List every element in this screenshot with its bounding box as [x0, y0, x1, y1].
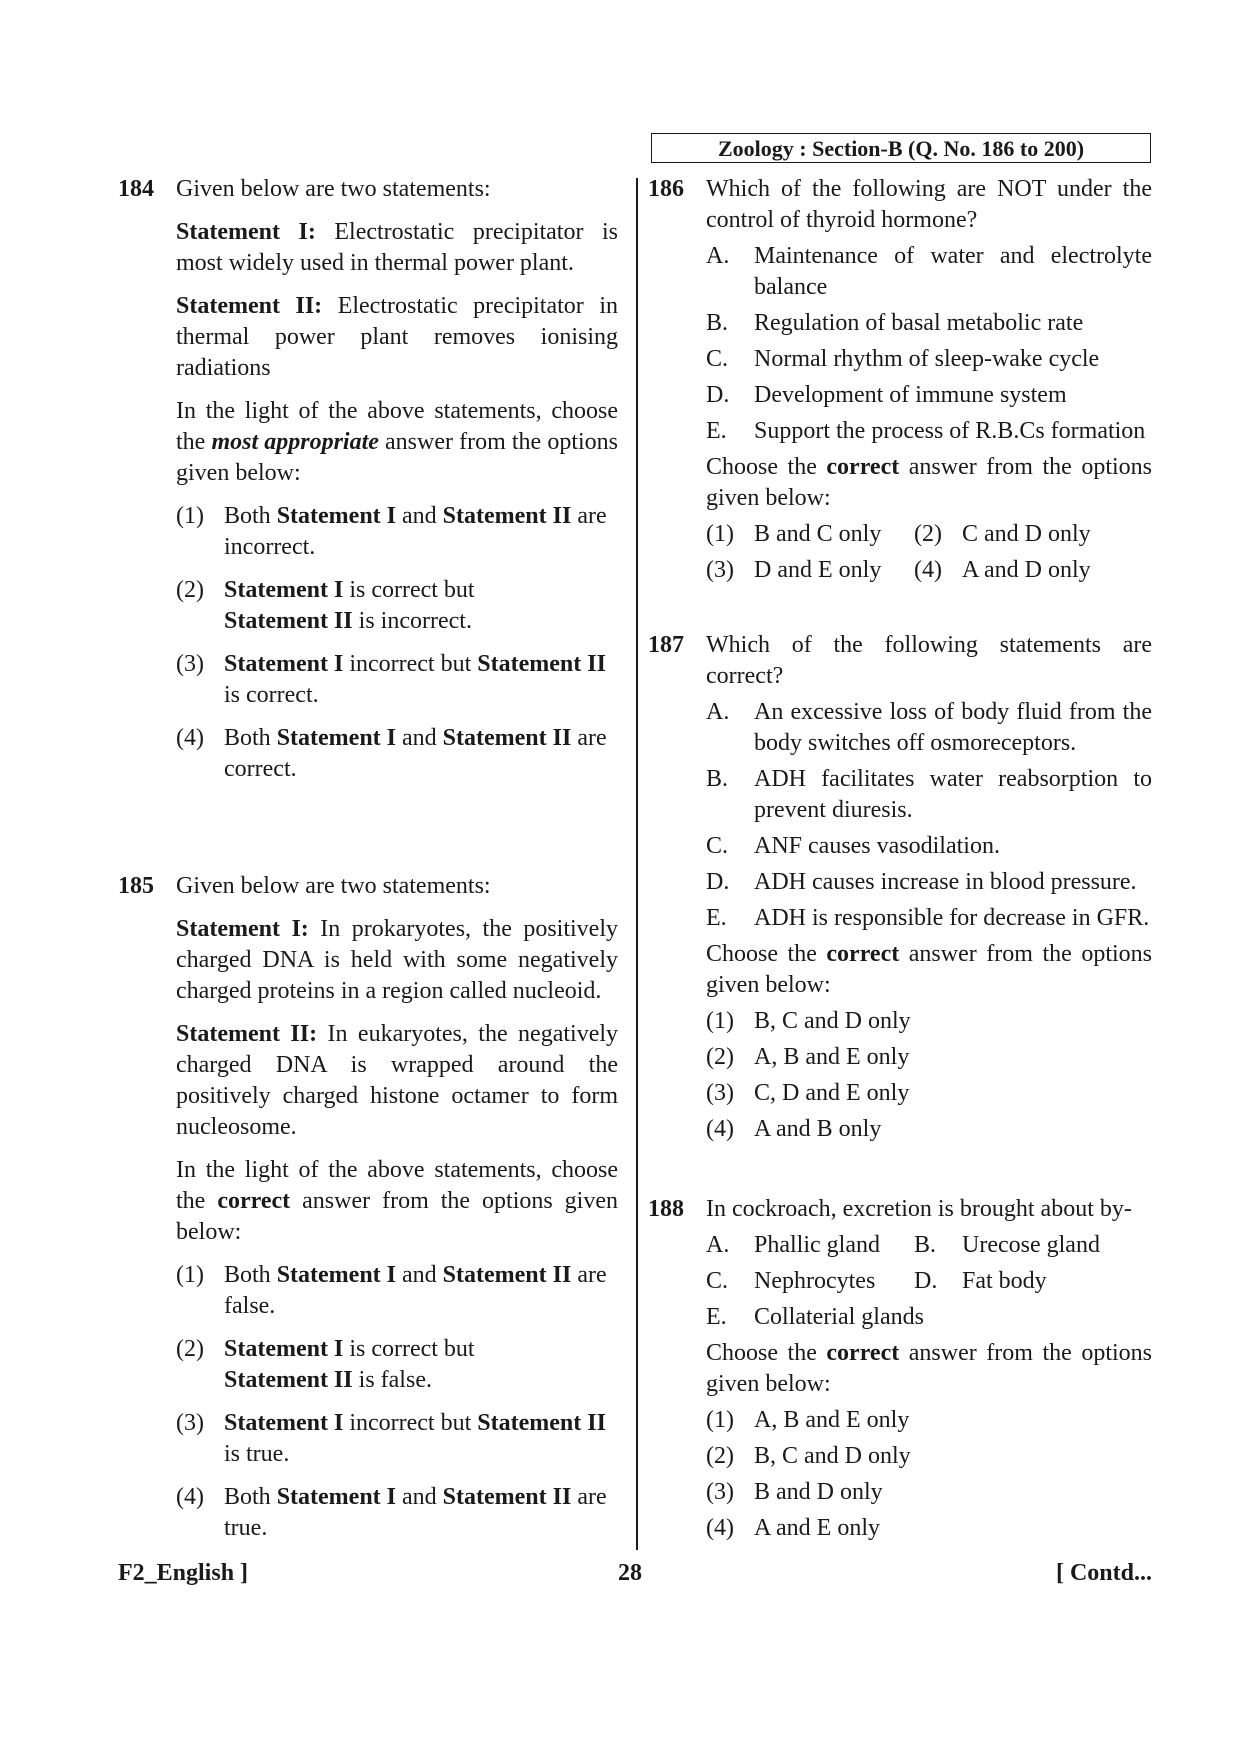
- option-3[interactable]: [176, 1408, 618, 1470]
- statement-item-b: [706, 308, 1152, 339]
- page-number: 28: [618, 1560, 642, 1586]
- option-number: (4): [706, 1116, 734, 1142]
- item-label: B.: [706, 766, 729, 792]
- footer-continued: [ Contd...: [1055, 1560, 1152, 1586]
- statement-pair-row: [706, 1266, 1152, 1297]
- option-4-text[interactable]: A and D only: [962, 557, 1091, 583]
- statement-item-c: [706, 831, 1152, 862]
- option-number: (1): [706, 1407, 734, 1433]
- option-number: (2): [706, 1443, 734, 1469]
- item-label: E.: [706, 418, 727, 444]
- option-3-number[interactable]: (3): [706, 557, 734, 583]
- question-stem: In cockroach, excretion is brought about by-: [706, 1196, 1132, 1222]
- item-text: ADH facilitates water reabsorption to prevent diuresis.: [754, 766, 1152, 823]
- statement-text: Electrostatic precipitator is most widely used in thermal power plant.: [176, 219, 618, 276]
- item-text: ADH is responsible for decrease in GFR.: [754, 905, 1150, 931]
- option-1-text[interactable]: B and C only: [754, 521, 882, 547]
- item-text: Collaterial glands: [754, 1304, 924, 1330]
- question-body: [176, 174, 618, 785]
- right-column: [648, 174, 1152, 1549]
- option-text: Statement I is correct but Statement II is false.: [224, 1336, 475, 1393]
- option-1[interactable]: [176, 501, 618, 563]
- options-list: [706, 519, 1152, 586]
- option-2[interactable]: [706, 1042, 1152, 1073]
- option-2[interactable]: [706, 1441, 1152, 1472]
- left-column: [118, 174, 618, 1544]
- option-text: B and D only: [754, 1479, 883, 1505]
- item-label: C.: [706, 346, 729, 372]
- statement-item-d: [706, 867, 1152, 898]
- option-text: Statement I incorrect but Statement II is correct.: [224, 651, 606, 708]
- question-number: 186: [648, 176, 684, 202]
- option-2[interactable]: [176, 1334, 618, 1396]
- item-text: Maintenance of water and electrolyte balance: [754, 243, 1152, 300]
- item-text: Support the process of R.B.Cs formation: [754, 418, 1146, 444]
- item-text: Nephrocytes: [754, 1268, 876, 1294]
- option-number: (4): [176, 1484, 204, 1510]
- question-spacer: [118, 785, 618, 871]
- item-label: B.: [706, 310, 729, 336]
- question-body: [706, 630, 1152, 1150]
- item-label: C.: [706, 1268, 729, 1294]
- option-3[interactable]: [706, 1078, 1152, 1109]
- question-intro: Given below are two statements:: [176, 176, 491, 202]
- item-label: C.: [706, 833, 729, 859]
- statement-label: Statement I:: [176, 219, 316, 245]
- option-text: Both Statement I and Statement II are false.: [224, 1262, 607, 1319]
- item-text: ADH causes increase in blood pressure.: [754, 869, 1137, 895]
- statement-item-a: [706, 697, 1152, 759]
- statement-pair-row: [706, 1230, 1152, 1261]
- instruction-text: answer from the options given below:: [706, 941, 1152, 998]
- instruction-emphasis: most appropriate: [211, 429, 379, 455]
- option-2[interactable]: [176, 575, 618, 637]
- item-label: D.: [706, 869, 730, 895]
- statement-label: Statement I:: [176, 916, 309, 942]
- option-text: A and E only: [754, 1515, 880, 1541]
- option-text: A, B and E only: [754, 1407, 910, 1433]
- instruction: [706, 1338, 1152, 1400]
- options-list: [706, 1405, 1152, 1544]
- option-text: Statement I incorrect but Statement II is true.: [224, 1410, 606, 1467]
- option-number: (3): [706, 1080, 734, 1106]
- statement-item-b: [706, 764, 1152, 826]
- question-number: 185: [118, 873, 154, 899]
- statement-item-e: [706, 1302, 1152, 1333]
- statement-list: [706, 697, 1152, 934]
- options-list: [176, 1260, 618, 1544]
- instruction: [176, 1155, 618, 1248]
- option-4-number[interactable]: (4): [914, 557, 942, 583]
- option-number: (1): [176, 1262, 204, 1288]
- statement-list: [706, 1230, 1152, 1333]
- option-1[interactable]: [706, 1405, 1152, 1436]
- question-185: [118, 871, 618, 1544]
- instruction-emphasis: correct: [826, 941, 900, 967]
- instruction: [176, 396, 618, 489]
- item-text: Phallic gland: [754, 1232, 880, 1258]
- statement-list: [706, 241, 1152, 447]
- option-number: (2): [176, 577, 204, 603]
- option-text: Both Statement I and Statement II are incorrect.: [224, 503, 607, 560]
- statement-2: [176, 291, 618, 384]
- instruction-text: answer from the options given below:: [176, 429, 618, 486]
- item-text: Development of immune system: [754, 382, 1067, 408]
- option-number: (1): [176, 503, 204, 529]
- instruction-text: answer from the options given below:: [176, 1188, 618, 1245]
- item-label: D.: [914, 1268, 938, 1294]
- option-3[interactable]: [176, 649, 618, 711]
- item-label: E.: [706, 1304, 727, 1330]
- question-number: 188: [648, 1196, 684, 1222]
- question-184: [118, 174, 618, 785]
- item-label: B.: [914, 1232, 937, 1258]
- section-header: Zoology : Section-B (Q. No. 186 to 200): [651, 133, 1151, 163]
- option-number: (3): [176, 1410, 204, 1436]
- column-divider: [636, 178, 638, 1550]
- option-4[interactable]: [706, 1114, 1152, 1145]
- instruction-text: Choose the: [706, 1340, 827, 1366]
- instruction-text: Choose the: [706, 454, 827, 480]
- option-2-text[interactable]: C and D only: [962, 521, 1091, 547]
- item-text: Regulation of basal metabolic rate: [754, 310, 1084, 336]
- instruction-text: answer from the options given below:: [706, 1340, 1152, 1397]
- question-spacer: [648, 586, 1152, 630]
- item-label: D.: [706, 382, 730, 408]
- option-1[interactable]: [706, 1006, 1152, 1037]
- item-text: An excessive loss of body fluid from the body switches off osmoreceptors.: [754, 699, 1152, 756]
- question-number: 184: [118, 176, 154, 202]
- item-label: A.: [706, 243, 730, 269]
- question-body: [706, 174, 1152, 586]
- option-1-number[interactable]: (1): [706, 521, 734, 547]
- option-3-text[interactable]: D and E only: [754, 557, 882, 583]
- option-number: (4): [706, 1515, 734, 1541]
- question-186: [648, 174, 1152, 586]
- options-list: [706, 1006, 1152, 1145]
- question-intro: Given below are two statements:: [176, 873, 491, 899]
- option-number: (2): [176, 1336, 204, 1362]
- question-body: [706, 1194, 1152, 1549]
- statement-item-e: [706, 903, 1152, 934]
- option-number: (1): [706, 1008, 734, 1034]
- statement-1: [176, 217, 618, 279]
- option-text: Statement I is correct but Statement II is incorrect.: [224, 577, 475, 634]
- item-label: E.: [706, 905, 727, 931]
- option-row: [706, 555, 1152, 586]
- item-label: A.: [706, 699, 730, 725]
- instruction: [706, 939, 1152, 1001]
- statement-item-d: [706, 380, 1152, 411]
- item-text: Fat body: [962, 1268, 1047, 1294]
- option-1[interactable]: [176, 1260, 618, 1322]
- option-text: A and B only: [754, 1116, 882, 1142]
- question-stem: Which of the following are NOT under the control of thyroid hormone?: [706, 176, 1152, 233]
- option-number: (4): [176, 725, 204, 751]
- item-text: Urecose gland: [962, 1232, 1100, 1258]
- question-187: [648, 630, 1152, 1150]
- option-text: B, C and D only: [754, 1008, 911, 1034]
- instruction-text: In the light of the above statements, choose the: [176, 1157, 618, 1214]
- option-2-number[interactable]: (2): [914, 521, 942, 547]
- option-text: A, B and E only: [754, 1044, 910, 1070]
- option-number: (3): [176, 651, 204, 677]
- instruction-text: answer from the options given below:: [706, 454, 1152, 511]
- option-text: Both Statement I and Statement II are correct.: [224, 725, 607, 782]
- statement-1: [176, 914, 618, 1007]
- question-number: 187: [648, 632, 684, 658]
- statement-text: In prokaryotes, the positively charged DNA is held with some negatively charged proteins in a region called nucleoid.: [176, 916, 618, 1004]
- question-spacer: [648, 1150, 1152, 1194]
- option-3[interactable]: [706, 1477, 1152, 1508]
- instruction-text: In the light of the above statements, choose the: [176, 398, 618, 455]
- option-row: [706, 519, 1152, 550]
- question-stem: Which of the following statements are correct?: [706, 632, 1152, 689]
- question-188: [648, 1194, 1152, 1549]
- instruction: [706, 452, 1152, 514]
- option-text: C, D and E only: [754, 1080, 910, 1106]
- item-text: ANF causes vasodilation.: [754, 833, 1000, 859]
- statement-item-e: [706, 416, 1152, 447]
- statement-item-c: [706, 344, 1152, 375]
- statement-2: [176, 1019, 618, 1143]
- option-number: (3): [706, 1479, 734, 1505]
- option-number: (2): [706, 1044, 734, 1070]
- instruction-emphasis: correct: [217, 1188, 291, 1214]
- statement-item-a: [706, 241, 1152, 303]
- option-4[interactable]: [176, 1482, 618, 1544]
- option-4[interactable]: [706, 1513, 1152, 1544]
- statement-text: In eukaryotes, the negatively charged DNA is wrapped around the positively charged histone octamer to form nucleosome.: [176, 1021, 619, 1140]
- instruction-emphasis: correct: [826, 1340, 900, 1366]
- options-list: [176, 501, 618, 785]
- statement-label: Statement II:: [176, 1021, 318, 1047]
- statement-text: Electrostatic precipitator in thermal power plant removes ionising radiations: [176, 293, 618, 381]
- question-body: [176, 871, 618, 1544]
- item-label: A.: [706, 1232, 730, 1258]
- option-text: Both Statement I and Statement II are true.: [224, 1484, 607, 1541]
- instruction-text: Choose the: [706, 941, 827, 967]
- option-text: B, C and D only: [754, 1443, 911, 1469]
- instruction-emphasis: correct: [826, 454, 900, 480]
- option-4[interactable]: [176, 723, 618, 785]
- statement-label: Statement II:: [176, 293, 323, 319]
- footer-booklet-code: F2_English ]: [118, 1560, 249, 1586]
- item-text: Normal rhythm of sleep-wake cycle: [754, 346, 1100, 372]
